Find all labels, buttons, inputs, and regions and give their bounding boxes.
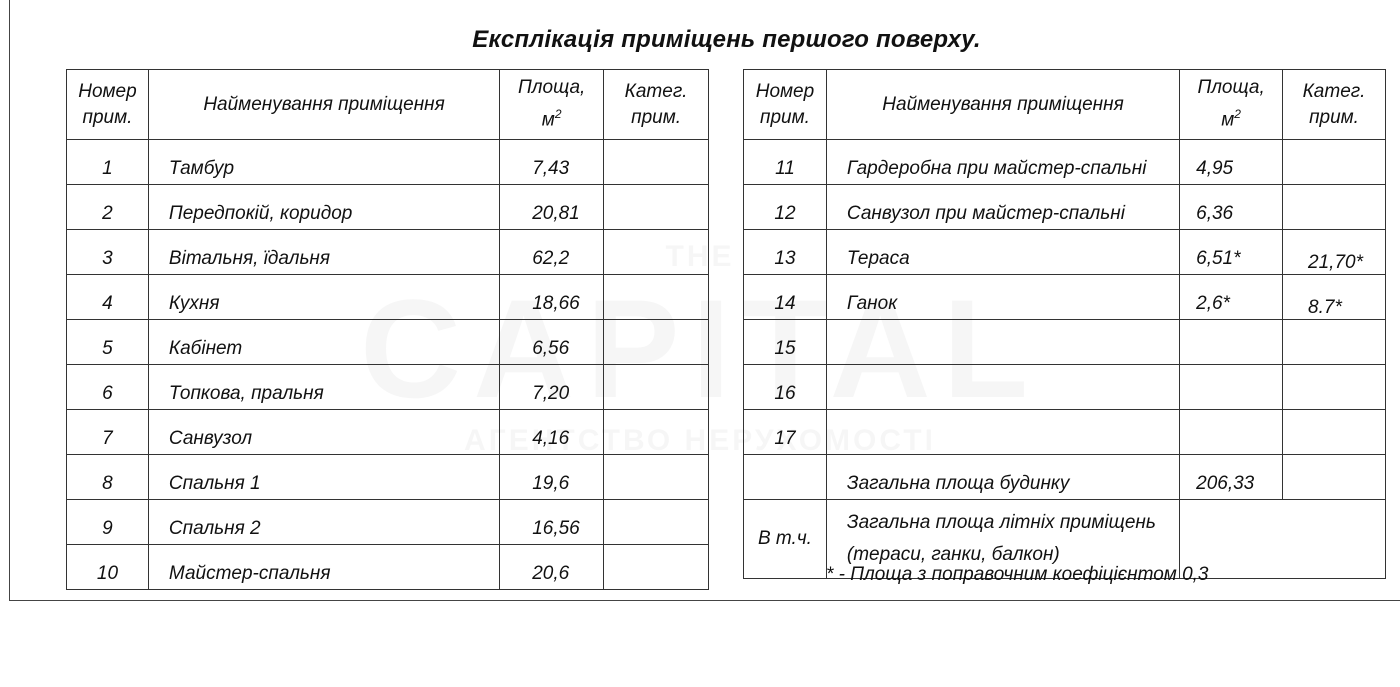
room-number: 17 (744, 410, 827, 455)
table-row (67, 185, 709, 230)
room-number: 1 (67, 140, 149, 185)
table-row (67, 230, 709, 275)
room-area: 6,51* (1180, 230, 1283, 275)
room-number: 6 (67, 365, 149, 410)
room-name: Спальня 1 (148, 455, 499, 500)
room-name: Тераса (826, 230, 1179, 275)
header-number: Номер прим. (67, 70, 149, 140)
header-name: Найменування приміщення (148, 70, 499, 140)
room-category (1283, 410, 1386, 455)
room-name (826, 320, 1179, 365)
room-area: 20,81 (500, 185, 604, 230)
room-area: 6,56 (500, 320, 604, 365)
room-number: 16 (744, 365, 827, 410)
room-area: 6,36 (1180, 185, 1283, 230)
room-number: 4 (67, 275, 149, 320)
room-category (604, 410, 709, 455)
room-area: 18,66 (500, 275, 604, 320)
room-category (604, 365, 709, 410)
room-number: 7 (67, 410, 149, 455)
room-name: Майстер-спальня (148, 545, 499, 590)
total-cat (1283, 455, 1386, 500)
table-row (744, 230, 1386, 275)
room-number: 14 (744, 275, 827, 320)
room-number: 2 (67, 185, 149, 230)
left-table-body (67, 140, 709, 590)
room-name: Спальня 2 (148, 500, 499, 545)
room-name: Передпокій, коридор (148, 185, 499, 230)
total-row (744, 455, 1386, 500)
table-row (744, 275, 1386, 320)
room-category (1283, 320, 1386, 365)
room-number: 13 (744, 230, 827, 275)
room-area (1180, 320, 1283, 365)
room-category (1283, 140, 1386, 185)
room-category (604, 275, 709, 320)
room-name: Вітальня, їдальня (148, 230, 499, 275)
room-name: Кабінет (148, 320, 499, 365)
page-title: Експлікація приміщень першого поверху. (472, 26, 981, 53)
table-header-row (67, 70, 709, 140)
room-name: Гардеробна при майстер-спальні (826, 140, 1179, 185)
room-name: Ганок (826, 275, 1179, 320)
table-row (744, 365, 1386, 410)
room-number: 9 (67, 500, 149, 545)
room-category (604, 455, 709, 500)
table-row (67, 545, 709, 590)
room-area: 20,6 (500, 545, 604, 590)
room-area (1180, 365, 1283, 410)
room-category: 21,70* (1283, 230, 1386, 275)
room-category (604, 230, 709, 275)
room-number: 11 (744, 140, 827, 185)
room-area: 16,56 (500, 500, 604, 545)
table-row (744, 320, 1386, 365)
total-area: 206,33 (1180, 455, 1283, 500)
summer-num: В т.ч. (744, 500, 827, 579)
header-category: Катег. прим. (604, 70, 709, 140)
table-row (67, 140, 709, 185)
header-name: Найменування приміщення (826, 70, 1179, 140)
room-number: 8 (67, 455, 149, 500)
room-category (604, 140, 709, 185)
header-area: Площа, $м^2$ (500, 70, 604, 140)
room-name: Кухня (148, 275, 499, 320)
room-category (604, 185, 709, 230)
room-area (1180, 410, 1283, 455)
table-row (67, 320, 709, 365)
room-category: 8.7* (1283, 275, 1386, 320)
room-category (604, 545, 709, 590)
room-number: 12 (744, 185, 827, 230)
room-number: 15 (744, 320, 827, 365)
header-area: Площа, $м^2$ (1180, 70, 1283, 140)
table-row (67, 455, 709, 500)
table-row (744, 410, 1386, 455)
room-name: Тамбур (148, 140, 499, 185)
room-category (604, 500, 709, 545)
room-area: 4,16 (500, 410, 604, 455)
total-num (744, 455, 827, 500)
room-number: 5 (67, 320, 149, 365)
total-name: Загальна площа будинку (826, 455, 1179, 500)
table-row (67, 275, 709, 320)
room-number: 10 (67, 545, 149, 590)
header-category: Катег. прим. (1283, 70, 1386, 140)
summer-area (1180, 500, 1386, 579)
table-row (67, 365, 709, 410)
summer-name-line1: Загальна площа літніх приміщень (846, 512, 1156, 533)
room-area: 62,2 (500, 230, 604, 275)
header-number: Номер прим. (744, 70, 827, 140)
table-header-row (744, 70, 1386, 140)
table-row (67, 500, 709, 545)
room-category (1283, 365, 1386, 410)
room-area: 19,6 (500, 455, 604, 500)
room-name: Топкова, пральня (148, 365, 499, 410)
room-area: 7,20 (500, 365, 604, 410)
room-name (826, 410, 1179, 455)
room-number: 3 (67, 230, 149, 275)
room-category (1283, 185, 1386, 230)
room-category (604, 320, 709, 365)
room-name: Санвузол (148, 410, 499, 455)
room-name: Санвузол при майстер-спальні (826, 185, 1179, 230)
right-table-body (744, 140, 1386, 455)
room-area: 7,43 (500, 140, 604, 185)
room-area: 2,6* (1180, 275, 1283, 320)
rooms-table-right (743, 69, 1386, 579)
room-name (826, 365, 1179, 410)
rooms-table-left (66, 69, 709, 590)
summer-name-line2: (тераси, ганки, балкон) (846, 544, 1060, 565)
table-row (744, 185, 1386, 230)
room-area: 4,95 (1180, 140, 1283, 185)
footnote: * - Площа з поправочним коефіцієнтом 0,3 (826, 564, 1209, 585)
table-row (67, 410, 709, 455)
table-row (744, 140, 1386, 185)
